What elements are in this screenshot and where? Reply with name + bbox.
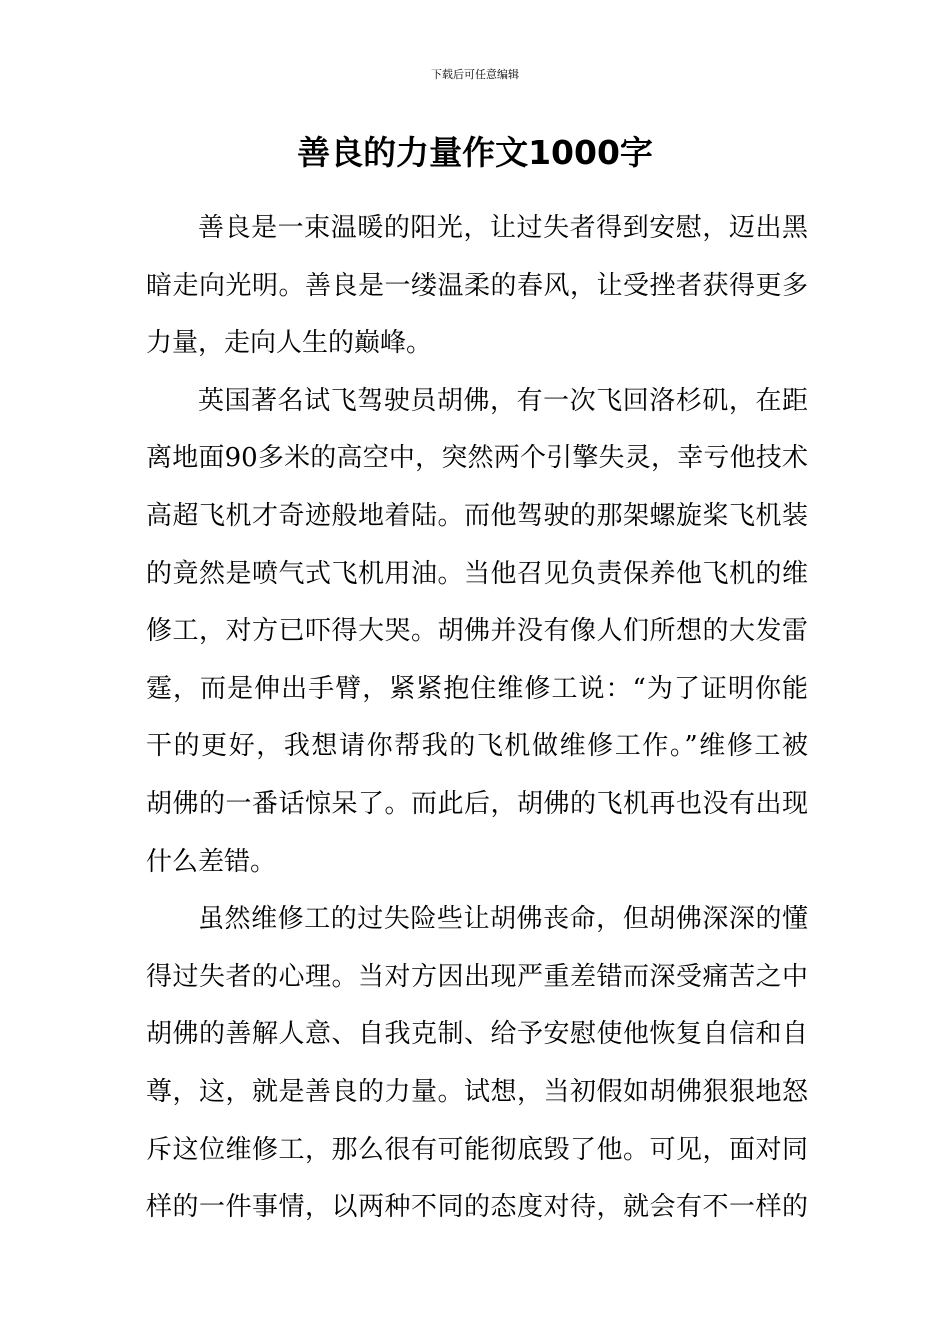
- paragraph-line: 英国著名试飞驾驶员胡佛，有一次飞回洛杉矶，在距: [198, 385, 808, 416]
- document-body: [146, 200, 808, 1237]
- paragraph-line: 的竟然是喷气式飞机用油。当他召见负责保养他飞机的维: [146, 558, 808, 589]
- paragraph-line: 高超飞机才奇迹般地着陆。而他驾驶的那架螺旋桨飞机装: [146, 500, 808, 531]
- paragraph-line: 暗走向光明。善良是一缕温柔的春风，让受挫者获得更多: [146, 270, 808, 301]
- paragraph-line: 善良是一束温暖的阳光，让过失者得到安慰，迈出黑: [198, 213, 808, 243]
- paragraph-2: [146, 373, 808, 891]
- document-title: 善良的力量作文1000字: [297, 133, 653, 172]
- paragraph-line: 什么差错。: [146, 846, 277, 877]
- paragraph-line: 修工，对方已吓得大哭。胡佛并没有像人们所想的大发雷: [146, 616, 808, 647]
- paragraph-line: 离地面90多米的高空中，突然两个引擎失灵，幸亏他技术: [146, 443, 808, 474]
- paragraph-line: 胡佛的一番话惊呆了。而此后，胡佛的飞机再也没有出现: [146, 788, 808, 819]
- paragraph-line: 斥这位维修工，那么很有可能彻底毁了他。可见，面对同: [146, 1134, 808, 1165]
- paragraph-line: 干的更好，我想请你帮我的飞机做维修工作。”维修工被: [146, 731, 808, 762]
- paragraph-line: 尊，这，就是善良的力量。试想，当初假如胡佛狠狠地怒: [146, 1076, 808, 1107]
- header-note: 下载后可任意编辑: [431, 68, 519, 81]
- paragraph-line: 虽然维修工的过失险些让胡佛丧命，但胡佛深深的懂: [198, 904, 808, 935]
- paragraph-3: [146, 891, 808, 1237]
- paragraph-line: 胡佛的善解人意、自我克制、给予安慰使他恢复自信和自: [146, 1019, 808, 1050]
- paragraph-line: 力量，走向人生的巅峰。: [146, 328, 433, 359]
- paragraph-line: 样的一件事情，以两种不同的态度对待，就会有不一样的: [146, 1192, 808, 1223]
- paragraph-line: 霆，而是伸出手臂，紧紧抱住维修工说：“为了证明你能: [146, 673, 808, 704]
- paragraph-1: [146, 200, 808, 373]
- paragraph-line: 得过失者的心理。当对方因出现严重差错而深受痛苦之中: [146, 961, 808, 992]
